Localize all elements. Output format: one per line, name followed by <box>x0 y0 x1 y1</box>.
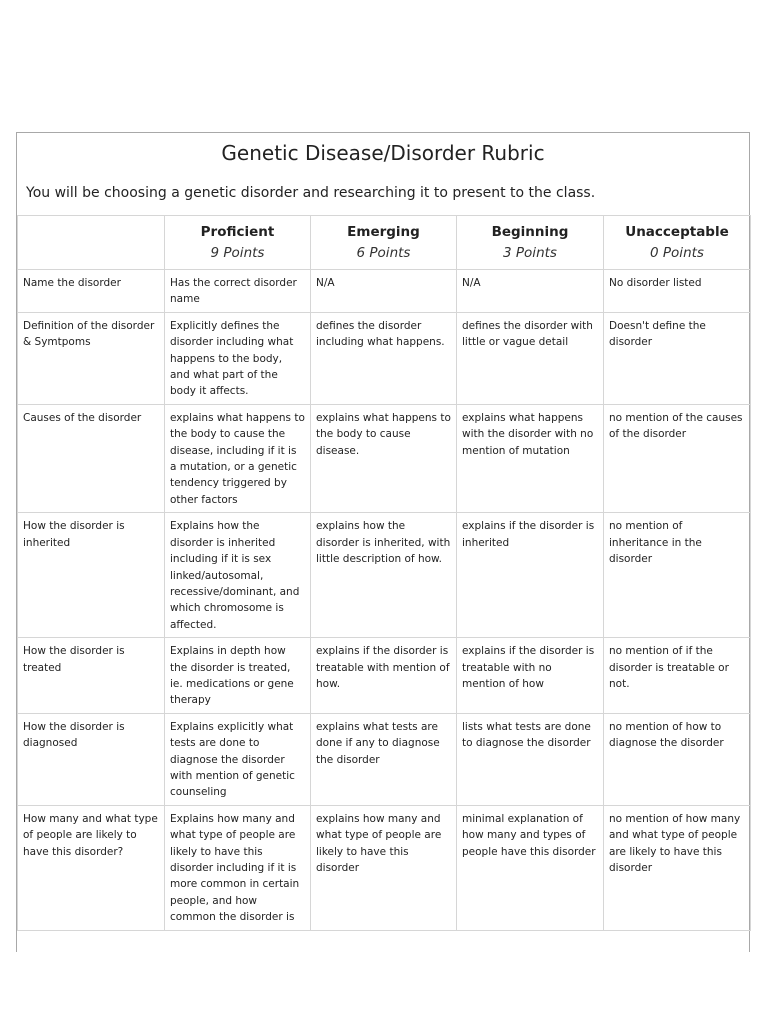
rubric-cell: explains what happens to the body to cause disease. <box>311 404 457 512</box>
table-row <box>18 270 751 313</box>
table-row <box>18 713 751 805</box>
rubric-cell: no mention of the causes of the disorder <box>604 404 751 512</box>
level-header-proficient <box>165 216 311 270</box>
level-header-unacceptable <box>604 216 751 270</box>
level-name: Emerging <box>347 224 420 240</box>
rubric-cell: no mention of if the disorder is treatable or not. <box>604 638 751 714</box>
level-points: 0 Points <box>650 245 704 261</box>
rubric-cell: lists what tests are done to diagnose the disorder <box>457 713 604 805</box>
rubric-cell: Has the correct disorder name <box>165 270 311 313</box>
table-row <box>18 638 751 714</box>
rubric-table <box>17 215 751 931</box>
rubric-cell: Explicitly defines the disorder including what happens to the body, and what part of the body it affects. <box>165 312 311 404</box>
rubric-cell: no mention of how many and what type of people are likely to have this disorder <box>604 805 751 930</box>
criterion-cell: Causes of the disorder <box>18 404 165 512</box>
table-row <box>18 513 751 638</box>
header-row <box>18 216 751 270</box>
document-title: Genetic Disease/Disorder Rubric <box>221 141 545 165</box>
criterion-cell: How the disorder is inherited <box>18 513 165 638</box>
table-row <box>18 312 751 404</box>
level-name: Beginning <box>491 224 569 240</box>
level-header-emerging <box>311 216 457 270</box>
table-row <box>18 404 751 512</box>
rubric-cell: Explains how the disorder is inherited including if it is sex linked/autosomal, recessive/dominant, and which chromosome is affected. <box>165 513 311 638</box>
criterion-cell: Name the disorder <box>18 270 165 313</box>
level-points: 3 Points <box>503 245 557 261</box>
level-name: Unacceptable <box>625 224 729 240</box>
rubric-cell: explains how many and what type of people are likely to have this disorder <box>311 805 457 930</box>
rubric-cell: defines the disorder including what happens. <box>311 312 457 404</box>
table-row <box>18 805 751 930</box>
level-name: Proficient <box>200 224 275 240</box>
level-header-beginning <box>457 216 604 270</box>
document-subtitle: You will be choosing a genetic disorder and researching it to present to the class. <box>26 185 596 201</box>
rubric-cell: explains what tests are done if any to diagnose the disorder <box>311 713 457 805</box>
criterion-cell: How many and what type of people are likely to have this disorder? <box>18 805 165 930</box>
rubric-document <box>16 132 750 952</box>
rubric-cell: explains if the disorder is inherited <box>457 513 604 638</box>
rubric-cell: No disorder listed <box>604 270 751 313</box>
rubric-cell: defines the disorder with little or vague detail <box>457 312 604 404</box>
rubric-cell: no mention of inheritance in the disorder <box>604 513 751 638</box>
rubric-cell: minimal explanation of how many and types of people have this disorder <box>457 805 604 930</box>
rubric-cell: explains how the disorder is inherited, with little description of how. <box>311 513 457 638</box>
criterion-cell: How the disorder is diagnosed <box>18 713 165 805</box>
rubric-cell: Explains in depth how the disorder is treated, ie. medications or gene therapy <box>165 638 311 714</box>
rubric-cell: explains what happens with the disorder with no mention of mutation <box>457 404 604 512</box>
rubric-cell: Explains explicitly what tests are done to diagnose the disorder with mention of genetic counseling <box>165 713 311 805</box>
rubric-cell: Doesn't define the disorder <box>604 312 751 404</box>
rubric-cell: explains what happens to the body to cause the disease, including if it is a mutation, or a genetic tendency triggered by other factors <box>165 404 311 512</box>
criteria-header-cell <box>18 216 165 270</box>
rubric-cell: N/A <box>457 270 604 313</box>
level-points: 6 Points <box>356 245 411 261</box>
rubric-cell: N/A <box>311 270 457 313</box>
level-points: 9 Points <box>210 245 265 261</box>
rubric-cell: no mention of how to diagnose the disorder <box>604 713 751 805</box>
rubric-cell: explains if the disorder is treatable with mention of how. <box>311 638 457 714</box>
rubric-cell: Explains how many and what type of people are likely to have this disorder including if it is more common in certain people, and how common the disorder is <box>165 805 311 930</box>
criterion-cell: Definition of the disorder & Symtpoms <box>18 312 165 404</box>
criterion-cell: How the disorder is treated <box>18 638 165 714</box>
rubric-cell: explains if the disorder is treatable with no mention of how <box>457 638 604 714</box>
